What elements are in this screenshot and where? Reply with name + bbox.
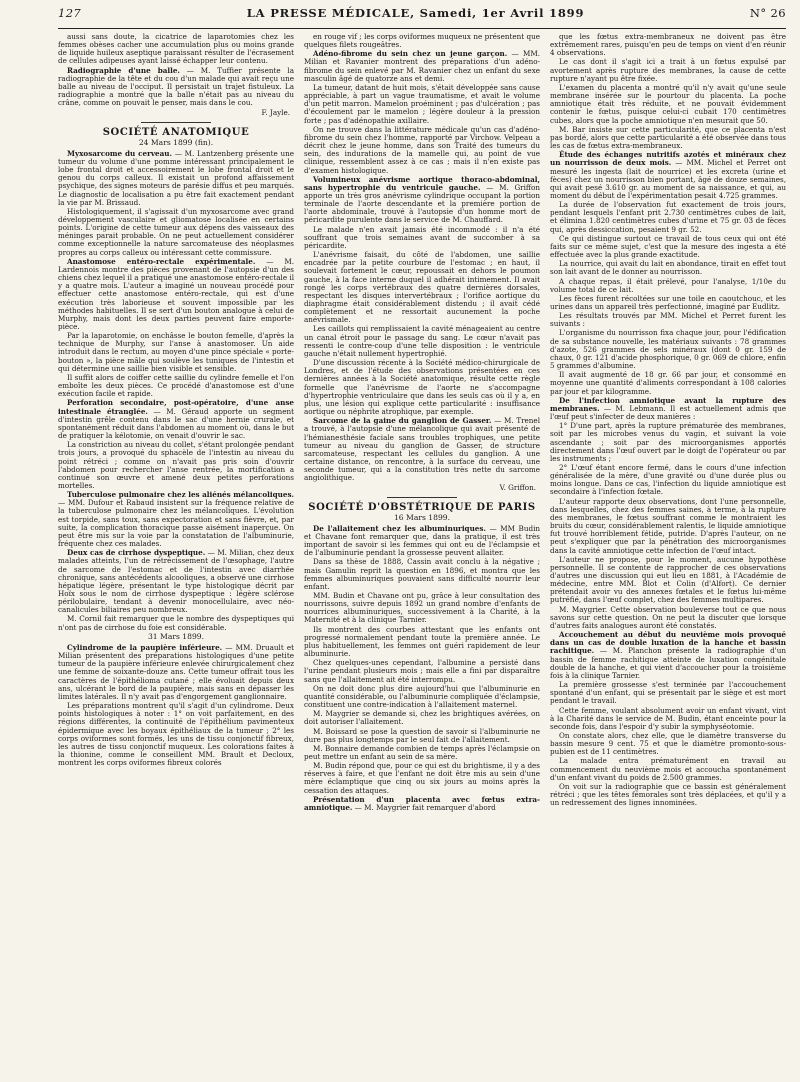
article-text: — MM. Dufour et Rabaud insistent sur la fréquence relative de la tuberculose pulmonaire chez les mélancoliques. L'évolution est torpide, sans toux, sans expectoration et sans fièvre, et, par suite, la complication thoracique passe aisément inaperçue. On peut être mis sur la voie par la constatation de l'albuminurie, fréquente chez ces malades. xyxy=(58,498,294,549)
paragraph xyxy=(550,631,786,680)
paragraph: L'auteur ne propose, pour le moment, aucune hypothèse personnelle. Il se contente de rapprocher de ces observations d'autres une discussion qui eut lieu en 1881, à l'Académie de médecine, entre MM. Blot et Colin (d'Alfort). Ce dernier prétendait avoir vu des annexes fœtales et le fœtus lui-même putréfié, dans l'œuf complet, chez des femmes multipares. xyxy=(550,554,786,605)
paragraph: Dans sa thèse de 1888, Cassin avait conclu à la négative ; mais Gamulin reprit la question en 1896, et montra que les femmes albuminuriques pouvaient sans difficulté nourrir leur enfant. xyxy=(304,557,540,591)
paragraph: MM. Budin et Chavane ont pu, grâce à leur consultation des nourrissons, suivre depuis 1892 un grand nombre d'enfants de nourrices albuminuriques, successivement à la Charité, à la Maternité et à la clinique Tarnier. xyxy=(304,591,540,625)
article-heading: Adéno-fibrome du sein chez un jeune garçon. xyxy=(313,49,508,59)
paragraph xyxy=(550,151,786,200)
paragraph: La constriction au niveau du collet, s'étant prolongée pendant trois jours, a provoqué du sphacèle de l'intestin au niveau du point rétréci ; comme on n'avait pas pris soin d'ouvrir l'abdomen pour rechercher l'anse rentrée, la mortification a continué son œuvre et amené deux petites perforations mortelles. xyxy=(58,440,294,490)
paragraph: D'une discussion récente à la Société médico-chirurgicale de Londres, et de l'étude des observations présentées en ces dernières années à la Société anatomique, résulte cette règle formelle que l'anévrisme de l'aorte ne s'accompagne d'hypertrophie ventriculaire que dans les seuls cas où il y a, en plus, une lésion qui explique cette particularité : insuffisance aortique ou néphrite atrophique, par exemple. xyxy=(304,358,540,417)
divider xyxy=(141,122,211,123)
paragraph: M. Boissard se pose la question de savoir si l'albuminurie ne dure pas plus longtemps par le seul fait de l'allaitement. xyxy=(304,726,540,744)
paragraph: Chez quelques-unes cependant, l'albumine a persisté dans l'urine pendant plusieurs mois ; mais elle a fini par disparaître sans que l'allaitement ait été interrompu. xyxy=(304,658,540,684)
article-heading: Tuberculose pulmonaire chez les aliénés mélancoliques. xyxy=(67,490,294,500)
page-header xyxy=(58,0,786,29)
paragraph: L'examen du placenta a montré qu'il n'y avait qu'une seule membrane insérée sur le pourtour du placenta. La poche amniotique était très réduite, et ne pouvait évidemment contenir le fœtus, puisque celui-ci cubait 170 centimètres cubes, alors que la poche amniotique n'en mesurait que 50. xyxy=(550,82,786,125)
paragraph: La malade entra prématurément en travail au commencement du neuvième mois et accoucha spontanément d'un enfant vivant du poids de 2.500 grammes. xyxy=(550,756,786,782)
article-text: — M. Milian, chez deux malades atteints, l'un de rétrécissement de l'œsophage, l'autre de sarcome de l'estomac et de l'intestin avec diarrhée chronique, sans antécédents alcooliques, a observé une cirrhose hépatique légère, présentant le type histologique décrit par Hoïx sous le nom de cirrhose dyspeptique : légère sclérose périlobulaire, tendant à devenir monocellulaire, avec néo-canalicules biliaires peu nombreux. xyxy=(58,548,294,615)
article-text: — MM. Michel et Perret ont mesuré les ingesta (lait de nourrice) et les excreta (urine et fèces) chez un nourrisson bien portant, âgé de douze semaines, qui avait pesé 3.610 gr. au moment de sa naissance, et qui, au moment du début de l'expérimentation pesait 4.725 grammes. xyxy=(550,158,786,200)
paragraph xyxy=(58,258,294,331)
paragraph xyxy=(58,67,294,108)
article-heading: Radiographie d'une balle. xyxy=(67,65,180,75)
paragraph xyxy=(58,549,294,614)
signature: V. Griffon. xyxy=(499,483,536,493)
paragraph: L'anévrisme faisait, du côté de l'abdomen, une saillie encadrée par la petite courbure de l'estomac ; en haut, il soulevait fortement le cœur, repoussait en dehors le poumon gauche, à la face interne duquel il adhérait intimement. Il avait rongé les corps vertébraux des quatre dernières dorsales, respectant les disques intervertébraux ; l'orifice aortique du diaphragme était considérablement distendu ; il avait cédé complètement et ne ressortait aucunement la poche anévrismale. xyxy=(304,250,540,325)
article-heading: Sarcome de la gaine du ganglion de Gasser. xyxy=(313,416,492,426)
paragraph: M. Maygrier se demande si, chez les brightiques avérées, on doit autoriser l'allaitement. xyxy=(304,709,540,727)
paragraph: M. Bar insiste sur cette particularité, que ce placenta n'est pas bordé, alors que cette particularité a été observée dans tous les cas de fœtus extra-membraneux. xyxy=(550,124,786,151)
columns xyxy=(58,33,786,1081)
paragraph: Cette femme, voulant absolument avoir un enfant vivant, vint à la Charité dans le service de M. Budin, étant enceinte pour la seconde fois, dans l'espoir d'y subir la symphyséotomie. xyxy=(550,705,786,731)
article-heading: Présentation d'un placenta avec fœtus extra-amniotique. xyxy=(304,794,540,812)
paragraph xyxy=(304,176,540,225)
paragraph: On ne trouve dans la littérature médicale qu'un cas d'adéno-fibrome du sein chez l'homme, rapporté par Virchow. Velpeau a décrit chez le jeune homme, dans son Traité des tumeurs du sein, des indurations de la mamelle qui, au point de vue clinique, ressemblent assez à ce cas ; mais il n'en existe pas d'examen histologique. xyxy=(304,124,540,175)
paragraph: M. Cornil fait remarquer que le nombre des dyspeptiques qui n'ont pas de cirrhose du foie est considérable. xyxy=(58,614,294,632)
article-text: — M. Lantzenberg présente une tumeur du volume d'une pomme intéressant principalement le lobe frontal droit et accessoirement le lobe frontal droit et le genou du corps calleux. Il existait un profond affaissement psychique, des signes moteurs de parésie diffus et peu marqués. Le diagnostic de localisation a pu être fait exactement pendant la vie par M. Brissaud. xyxy=(58,148,294,207)
article-text: — MM. Milian et Ravanier montrent des préparations d'un adéno-fibrome du sein enlevé par M. Ravanier chez un enfant du sexe masculin âgé de quatorze ans et demi. xyxy=(304,49,540,83)
paragraph xyxy=(304,50,540,83)
article-text: — M. Géraud apporte un segment d'intestin grêle contenu dans le sac d'une hernie crurale, et spontanément réduit dans l'abdomen au moment où, dans le but de pratiquer la kélotomie, on venait d'ouvrir le sac. xyxy=(58,406,294,441)
paragraph: aussi sans doute, la cicatrice de laparotomies chez les femmes obèses cacher une accumulation plus ou moins grande de liquide huileux aseptique paraissant résulter de l'écrasement de cellules adipeuses ayant laissé échapper leur contenu. xyxy=(58,33,294,66)
paragraph: La première grossesse s'est terminée par l'accouchement spontané d'un enfant, qui se présentait par le siège et est mort pendant le travail. xyxy=(550,680,786,706)
paragraph: L'auteur rapporte deux observations, dont l'une personnelle, dans lesquelles, chez des femmes saines, à terme, à la rupture des membranes, le fœtus souffrant comme le montraient les bruits du cœur, considérablement ralentis, le liquide amniotique fut trouvé horriblement fétide, putride. D'après l'auteur, on ne peut s'expliquer que par la pénétration des microorganismes dans la cavité amniotique cette infection de l'œuf intact. xyxy=(550,496,786,555)
paragraph xyxy=(58,491,294,548)
page-number: 127 xyxy=(58,6,82,20)
paragraph: Histologiquement, il s'agissait d'un myxosarcome avec grand développement vasculaire et gliomatose localisée en certains points. L'origine de cette tumeur aux dépens des vaisseaux des méninges parait probable. On ne peut actuellement considérer comme exceptionnelle la nature sarcomateuse des néoplasmes propres au corps calleux ou intéressant cette commissure. xyxy=(58,206,294,257)
section-title: SOCIÉTÉ ANATOMIQUE xyxy=(102,127,250,139)
column-2 xyxy=(304,33,540,1081)
paragraph: M. Maygrier. Cette observation bouleverse tout ce que nous savons sur cette question. On ne peut la discuter que lorsque d'autres faits analogues auront été constatés. xyxy=(550,604,786,630)
paragraph: 2° L'œuf étant encore fermé, dans le cours d'une infection généralisée de la mère, d'une gravité ou d'une durée plus ou moins longue. Dans ce cas, l'infection du liquide amniotique est secondaire à l'infection fœtale. xyxy=(550,462,786,497)
paragraph: Ils montrent des courbes attestant que les enfants ont progressé normalement pendant toute la première année. Le plus habituellement, les femmes ont guéri rapidement de leur albuminurie. xyxy=(304,624,540,659)
paragraph: Il suffit alors de coiffer cette saillie du cylindre femelle et l'on emboîte les deux pièces. Ce procédé d'anastomose est d'une exécution facile et rapide. xyxy=(58,372,294,399)
paragraph xyxy=(304,417,540,482)
column-1 xyxy=(58,33,294,1081)
article-text: — M. Maygrier fait remarquer d'abord xyxy=(352,802,496,812)
article-heading: Deux cas de cirrhose dyspeptique. xyxy=(67,548,206,558)
article-text: — MM Budin et Chavane font remarquer que, dans la pratique, il est très important de savoir si les femmes qui ont eu de l'éclampsie et de l'albuminurie pendant la grossesse peuvent allaiter. xyxy=(304,523,540,558)
paragraph: Ce qui distingue surtout ce travail de tous ceux qui ont été faits sur ce même sujet, c'est que la mesure des ingesta a été effectuée avec la plus grande exactitude. xyxy=(550,233,786,260)
paragraph xyxy=(304,525,540,558)
section-date: 16 Mars 1899. xyxy=(393,512,451,522)
paragraph xyxy=(58,399,294,440)
page-title: LA PRESSE MÉDICALE, Samedi, 1er Avril 1899 xyxy=(246,6,585,20)
article-heading: Myxosarcome du cerveau. xyxy=(67,148,173,158)
article-text: — M. Lardennois montre des pièces provenant de l'autopsie d'un des chiens chez lequel il a pratiqué une anastomose entéro-rectale il y a quatre mois. L'auteur a imaginé un nouveau procédé pour effectuer cette anastomose entéro-rectale, qui est d'une exécution très laborieuse et souvent impossible par les méthodes habituelles. Il se sert d'un bouton analogue à celui de Murphy, mais dont les deux parties peuvent faire emporte-pièce. xyxy=(58,256,294,331)
section-date: 24 Mars 1899 (fin). xyxy=(138,137,214,147)
paragraph: La tumeur, datant de huit mois, s'était développée sans cause appréciable, à part un vague traumatisme, et avait le volume d'un petit marron. Mamelon proéminent ; pas d'ulcération ; pas d'écoulement par le mamelon ; légère douleur à la pression forte ; pas d'adénopathie axillaire. xyxy=(304,82,540,125)
column-3 xyxy=(550,33,786,1081)
section-title: SOCIÉTÉ D'OBSTÉTRIQUE DE PARIS xyxy=(308,502,536,514)
paragraph: La nourrice, qui avait du lait en abondance, tirait en effet tout son lait avant de le donner au nourrisson. xyxy=(550,259,786,277)
signature: F. Jayle. xyxy=(261,108,290,118)
paragraph: Il avait augmenté de 18 gr. 66 par jour, et consommé en moyenne une quantité d'aliments correspondant à 108 calories par jour et par kilogramme. xyxy=(550,370,786,396)
article-heading: Volumineux anévrisme aortique thoraco-abdominal, sans hypertrophie du ventricule gauche. xyxy=(304,174,540,192)
article-text: — M. Tuffier présente la radiographie de la tête et du cou d'un malade qui avait reçu une balle au niveau de l'occiput. Il persistait un trajet fistuleux. La radiographie a montré que la balle n'était pas au niveau du crâne, comme on pouvait le penser, mais dans le cou. xyxy=(58,65,294,108)
paragraph: On voit sur la radiographie que ce bassin est généralement rétréci ; que les têtes fémorales sont très déplacées, et qu'il y a un redressement des lignes innominées. xyxy=(550,781,786,808)
paragraph: Les caillots qui remplissaient la cavité ménageaient au centre un canal étroit pour le passage du sang. Le cœur n'avait pas ressenti le contre-coup d'une telle disposition : le ventricule gauche n'était nullement hypertrophié. xyxy=(304,324,540,358)
paragraph: Les résultats trouvés par MM. Michel et Perret furent les suivants : xyxy=(550,311,786,329)
paragraph: 1° D'une part, après la rupture prématurée des membranes, soit par les microbes venus du vagin, et suivant la voie ascendante ; soit par des microorganismes apportés directement dans l'œuf ouvert par le doigt de l'opérateur ou par les instruments ; xyxy=(550,421,786,463)
article-heading: Anastomose entéro-rectale expérimentale. xyxy=(67,256,256,266)
paragraph: M. Budin répond que, pour ce qui est du brightisme, il y a des réserves à faire, et que l'enfant ne doit être mis au sein d'une mère éclamptique que cinq ou six jours au moins après la cessation des attaques. xyxy=(304,761,540,795)
paragraph: On constate alors, chez elle, que le diamètre transverse du bassin mesure 9 cent. 75 et que le diamètre promonto-sous-pubien est de 11 centimètres. xyxy=(550,730,786,757)
paragraph: Le cas dont il s'agit ici a trait à un fœtus expulsé par avortement après rupture des membranes, la cause de cette rupture n'ayant pu être fixée. xyxy=(550,57,786,83)
article-text: — M. Trenel a trouvé, à l'autopsie d'une mélancolique qui avait présenté de l'hémianesthésie faciale sans troubles trophiques, une petite tumeur au niveau du ganglion de Gasser, de structure sarcomateuse, respectant les cellules du ganglion. A une certaine distance, on rencontre, à la surface du cerveau, une seconde tumeur, qui a la constitution très nette du sarcome angiolithique. xyxy=(304,416,540,483)
article-text: — M. Lebmann. Il est actuellement admis que l'œuf peut s'infecter de deux manières : xyxy=(550,403,786,422)
article-heading: Étude des échanges nutritifs azotés et minéraux chez un nourrisson de deux mois. xyxy=(550,150,786,168)
article-heading: De l'allaitement chez les albuminuriques. xyxy=(313,523,486,533)
article-heading: Perforation secondaire, post-opératoire, d'une anse intestinale étranglée. xyxy=(58,398,294,416)
paragraph: Les préparations montrent qu'il s'agit d'un cylindrome. Deux points histologiques à noter : 1° on voit parfaitement, en des régions différentes, la continuité de l'épithélium pavimenteux épidermique avec les boyaux épithéliaux de la tumeur ; 2° les corps oviformes sont formés, les uns de tissu conjonctif fibreux, les autres de tissu conjonctif muqueux. Les colorations faites à la thionine, comme le conseillent MM. Brault et Decloux, montrent les corps oviformes fibreux colorés xyxy=(58,701,294,768)
paragraph: Le malade n'en avait jamais été incommodé : il n'a été souffrant que trois semaines avant de succomber à sa péricardite. xyxy=(304,224,540,250)
paragraph xyxy=(58,644,294,701)
paragraph: que les fœtus extra-membraneux ne doivent pas être extrêmement rares, puisqu'en peu de temps on vient d'en réunir 4 observations. xyxy=(550,33,786,58)
article-heading: Cylindrome de la paupière inférieure. xyxy=(67,642,223,652)
article-heading: Accouchement au début du neuvième mois provoqué dans un cas de double luxation de la hanche et bassin rachitique. xyxy=(550,630,786,656)
article-text: — M. Griffon apporte un très gros anévrisme cylindrique occupant la portion terminale de l'aorte descendante et la première portion de l'aorte abdominale, trouvé à l'autopsie d'un homme mort de péricardite purulente dans le service de M. Chauffard. xyxy=(304,182,540,225)
paragraph: Les fèces furent récoltées sur une toile en caoutchouc, et les urines dans un appareil très perfectionné, imaginé par Eudlitz. xyxy=(550,293,786,311)
divider xyxy=(387,497,457,498)
paragraph xyxy=(550,397,786,421)
section-date: 31 Mars 1899. xyxy=(147,631,205,641)
paragraph xyxy=(58,150,294,207)
issue-number: N° 26 xyxy=(749,6,786,20)
paragraph: Par la laparotomie, on enchâsse le bouton femelle, d'après la technique de Murphy, sur l'anse à anastomoser. Un aide introduit dans le rectum, au moyen d'une pince spéciale « porte-bouton », la pièce mâle qui soulève les tuniques de l'intestin et qui détermine une saillie bien visible et sensible. xyxy=(58,331,294,373)
article-heading: De l'infection amniotique avant la rupture des membranes. xyxy=(550,395,786,413)
article-text: — MM. Druault et Milian présentent des préparations histologiques d'une petite tumeur de la paupière inférieure enlevée chirurgicalement chez une femme de soixante-douze ans. Cette tumeur offrait tous les caractères de l'épithélioma cutané ; elle évoluait depuis deux ans, ulcérant le bord de la paupière, mais sans en dépasser les limites latérales. Il n'y avait pas d'engorgement ganglionnaire. xyxy=(58,642,294,701)
paragraph: On ne doit donc plus dire aujourd'hui que l'albuminurie en quantité considérable, ou l'albuminurie compliquée d'éclampsie, constituent une contre-indication à l'allaitement maternel. xyxy=(304,683,540,710)
paragraph xyxy=(304,796,540,812)
article-text: — M. Planchon présente la radiographie d'un bassin de femme rachitique atteinte de luxation congénitale double de la hanche, et qui vient d'accoucher pour la troisième fois à la clinique Tarnier. xyxy=(550,646,786,680)
paragraph: en rouge vif ; les corps oviformes muqueux ne présentent que quelques filets rougeâtres. xyxy=(304,33,540,50)
paragraph: M. Bonnaire demande combien de temps après l'éclampsie on peut mettre un enfant au sein de sa mère. xyxy=(304,743,540,761)
paragraph: L'organisme du nourrisson fixa chaque jour, pour l'édification de sa substance nouvelle, les matériaux suivants : 78 grammes d'azote, 526 grammes de sels minéraux (dont 0 gr. 159 de chaux, 0 gr. 121 d'acide phosphorique, 0 gr. 069 de chlore, enfin 5 grammes d'albumine. xyxy=(550,328,786,371)
paragraph: La durée de l'observation fut exactement de trois jours, pendant lesquels l'enfant prit 2.730 centimètres cubes de lait, et élimina 1.820 centimètres cubes d'urine et 75 gr. 03 de fèces qui, après dessiccation, pesaient 9 gr. 52. xyxy=(550,200,786,234)
paragraph: A chaque repas, il était prélevé, pour l'analyse, 1/10e du volume total de ce lait. xyxy=(550,276,786,294)
